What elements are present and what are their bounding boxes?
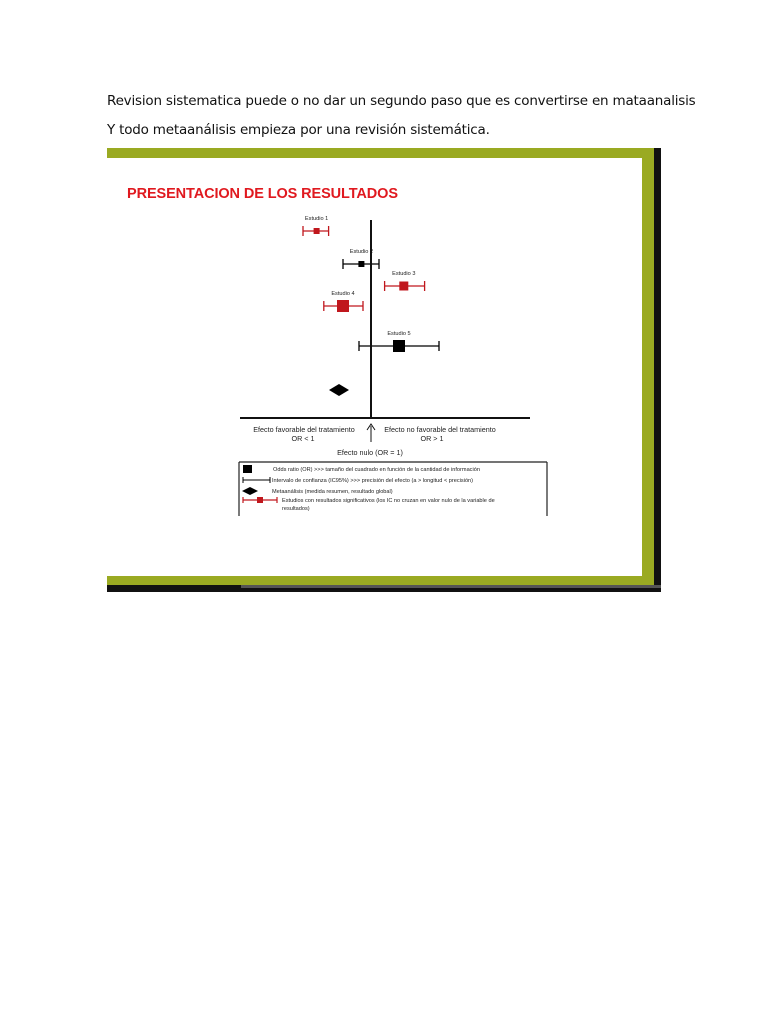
study-3-odds-ratio-marker: [399, 282, 408, 291]
study-3-label: Estudio 3: [392, 271, 416, 277]
legend-item-3: Metaanálisis (medida resumen, resultado global): [272, 489, 393, 495]
study-5-label: Estudio 5: [387, 331, 411, 337]
legend-item-4: Estudios con resultados significativos (los IC no cruzan en valor nulo de la variable de: [282, 498, 495, 504]
legend: [239, 462, 547, 516]
null-effect-label: Efecto nulo (OR = 1): [337, 448, 403, 457]
paragraph-1: Revision sistematica puede o no dar un segundo paso que es convertirse en mataanalisis: [107, 93, 696, 109]
square-icon: [243, 465, 252, 473]
legend-item-2: Intervalo de confianza (IC95%) >>> precisión del efecto (a > longitud < precisión): [272, 478, 474, 484]
meta-analysis-diamond: [329, 384, 349, 396]
slide-title: PRESENTACION DE LOS RESULTADOS: [127, 186, 398, 202]
study-2-odds-ratio-marker: [358, 261, 364, 267]
legend-item-1: Odds ratio (OR) >>> tamaño del cuadrado en función de la cantidad de información: [273, 467, 480, 473]
left-effect-or: OR < 1: [291, 434, 315, 443]
study-4-odds-ratio-marker: [337, 300, 349, 312]
study-2-label: Estudio 2: [349, 249, 374, 255]
paragraph-2: Y todo metaanálisis empieza por una revisión sistemática.: [107, 122, 490, 138]
right-effect-label: Efecto no favorable del tratamiento: [384, 425, 496, 434]
study-4-label: Estudio 4: [331, 291, 355, 297]
diamond-icon: [242, 487, 258, 495]
left-effect-label: Efecto favorable del tratamiento: [253, 425, 355, 434]
interval-icon: [243, 477, 270, 483]
significant-interval-icon: [243, 497, 277, 503]
study-1-odds-ratio-marker: [314, 228, 320, 234]
right-effect-or: OR > 1: [420, 434, 444, 443]
legend-item-4-continued: resultados): [282, 506, 310, 512]
study-1-label: Estudio 1: [304, 216, 329, 222]
study-5-odds-ratio-marker: [393, 340, 405, 352]
